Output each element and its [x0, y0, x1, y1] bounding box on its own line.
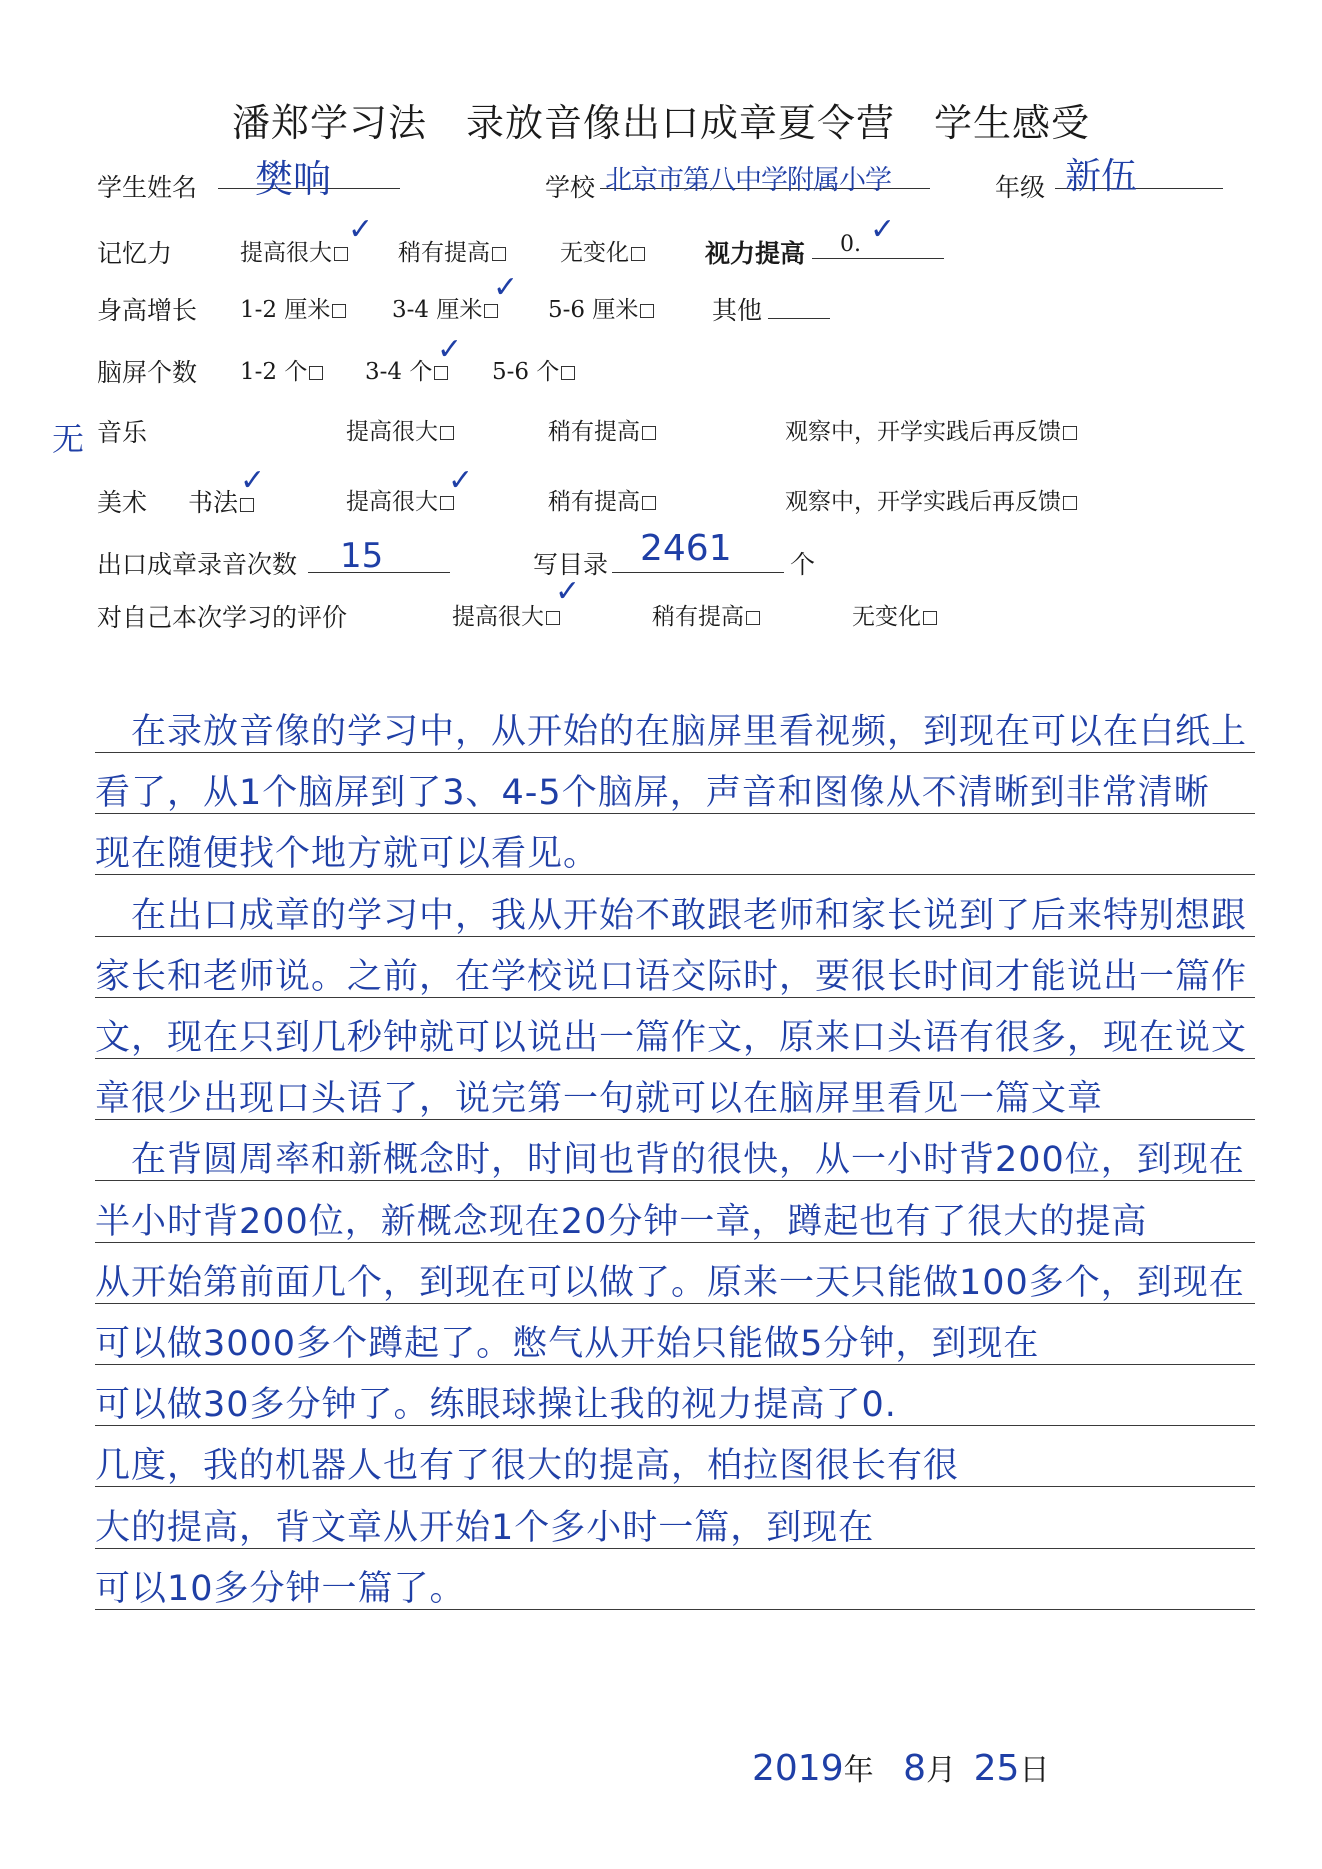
memory-option-2: 稍有提高	[398, 234, 506, 267]
art-option-2: 稍有提高	[548, 483, 656, 516]
self-eval-label: 对自己本次学习的评价	[97, 603, 348, 632]
grade-value: 新伍	[1065, 156, 1138, 197]
height-other-line	[768, 282, 830, 319]
essay-line: 可以10多分钟一篇了。	[95, 1569, 466, 1609]
self-eval-checkmark: ✓	[555, 574, 581, 609]
catalog-value: 2461	[640, 528, 732, 569]
screens-label: 脑屏个数	[97, 358, 198, 387]
essay-line: 可以做3000多个蹲起了。憋气从开始只能做5分钟，到现在	[95, 1324, 1040, 1364]
essay-line: 半小时背200位，新概念现在20分钟一章，蹲起也有了很大的提高	[95, 1202, 1148, 1242]
date-day-unit: 日	[1019, 1753, 1050, 1788]
vision-label: 视力提高	[705, 239, 806, 268]
essay-line: 大的提高，背文章从开始1个多小时一篇，到现在	[95, 1508, 875, 1548]
school-label: 学校	[545, 173, 596, 202]
height-label: 身高增长	[97, 296, 198, 325]
height-other-label: 其他	[712, 296, 763, 325]
essay-line: 文，现在只到几秒钟就可以说出一篇作文，原来口头语有很多，现在说文	[95, 1018, 1248, 1058]
date-month: 8	[903, 1748, 927, 1789]
vision-checkmark: ✓	[870, 212, 896, 247]
essay-line: 在出口成章的学习中，我从开始不敢跟老师和家长说到了后来特别想跟	[95, 896, 1248, 936]
date-day: 25	[973, 1748, 1020, 1789]
student-name-label: 学生姓名	[97, 173, 198, 202]
height-checkmark: ✓	[493, 270, 519, 305]
essay-line: 家长和老师说。之前，在学校说口语交际时，要很长时间才能说出一篇作	[95, 957, 1248, 997]
essay-line: 现在随便找个地方就可以看见。	[95, 834, 600, 874]
screens-option-3: 5-6 个	[492, 353, 575, 386]
memory-option-1: 提高很大	[240, 234, 348, 267]
art-option-1: 提高很大	[346, 483, 454, 516]
recordings-value: 15	[340, 536, 384, 576]
date-year: 2019	[752, 1748, 844, 1789]
date-month-unit: 月	[926, 1753, 957, 1788]
student-name-value: 樊响	[255, 157, 332, 201]
catalog-unit: 个	[790, 550, 816, 579]
music-margin-note: 无	[52, 420, 85, 458]
art-label: 美术	[97, 488, 148, 517]
grade-label: 年级	[995, 173, 1046, 202]
essay-line: 可以做30多分钟了。练眼球操让我的视力提高了0.	[95, 1385, 897, 1425]
vision-value: 0.	[840, 232, 861, 257]
memory-checkmark: ✓	[348, 212, 374, 247]
music-option-3: 观察中，开学实践后再反馈	[785, 413, 1077, 446]
height-option-2: 3-4 厘米	[392, 291, 498, 324]
screens-option-2: 3-4 个	[365, 353, 448, 386]
self-eval-option-2: 稍有提高	[652, 598, 760, 631]
screens-checkmark: ✓	[437, 332, 463, 367]
music-label: 音乐	[97, 418, 148, 447]
essay-line: 章很少出现口头语了，说完第一句就可以在脑屏里看见一篇文章	[95, 1079, 1104, 1119]
catalog-label: 写目录	[533, 550, 609, 579]
essay-line: 看了，从1个脑屏到了3、4-5个脑屏，声音和图像从不清晰到非常清晰	[95, 773, 1210, 813]
music-option-2: 稍有提高	[548, 413, 656, 446]
memory-label: 记忆力	[97, 239, 173, 268]
calligraphy-checkmark: ✓	[240, 463, 266, 498]
date	[752, 1745, 1049, 1789]
essay-line: 几度，我的机器人也有了很大的提高，柏拉图很长有很	[95, 1446, 960, 1486]
recordings-label: 出口成章录音次数	[97, 550, 298, 579]
school-value: 北京市第八中学附属小学	[605, 165, 891, 196]
screens-option-1: 1-2 个	[240, 353, 323, 386]
memory-option-3: 无变化	[560, 234, 645, 267]
art-option-3: 观察中，开学实践后再反馈	[785, 483, 1077, 516]
calligraphy-label: 书法	[188, 483, 254, 519]
height-option-1: 1-2 厘米	[240, 291, 346, 324]
essay-line: 在录放音像的学习中，从开始的在脑屏里看视频，到现在可以在白纸上	[95, 712, 1248, 752]
page-title: 潘郑学习法 录放音像出口成章夏令营 学生感受	[231, 101, 1090, 145]
art-checkmark: ✓	[448, 463, 474, 498]
height-option-3: 5-6 厘米	[548, 291, 654, 324]
essay-line: 在背圆周率和新概念时，时间也背的很快，从一小时背200位，到现在	[95, 1140, 1245, 1180]
essay-line: 从开始第前面几个，到现在可以做了。原来一天只能做100多个，到现在	[95, 1263, 1245, 1303]
music-option-1: 提高很大	[346, 413, 454, 446]
date-year-unit: 年	[843, 1753, 874, 1788]
self-eval-option-1: 提高很大	[452, 598, 560, 631]
self-eval-option-3: 无变化	[852, 598, 937, 631]
